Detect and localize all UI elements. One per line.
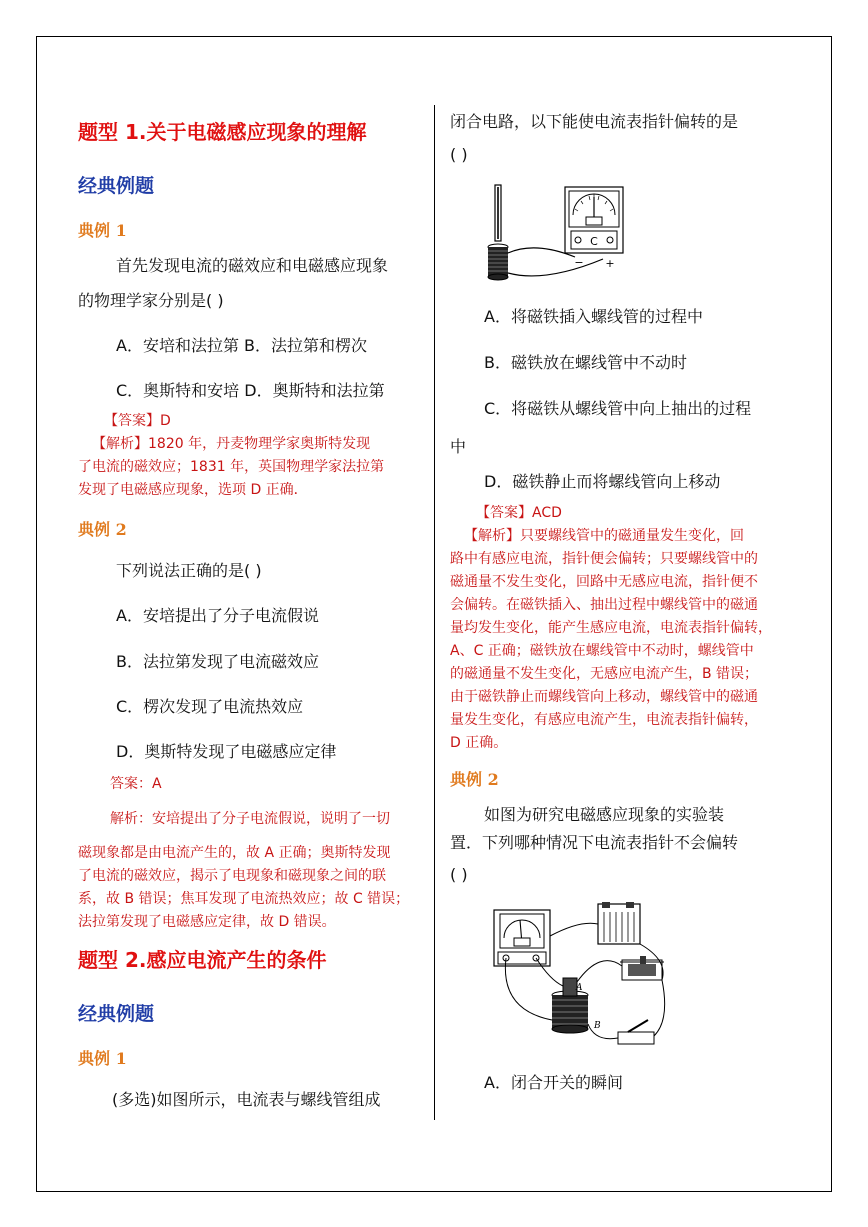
topic2-title: 题型 2.感应电流产生的条件 [78,948,327,972]
topic2-subtitle: 经典例题 [78,1003,155,1025]
analysis-line9: 量发生变化，有感应电流产生，电流表指针偏转， [450,712,758,728]
example1-analysis-line2: 了电流的磁效应；1831 年，英国物理学家法拉第 [78,459,385,475]
figure-induction-apparatus [490,900,670,1055]
example1-question-line2: 的物理学家分别是( ) [78,291,224,310]
option-b: B．磁铁放在螺线管中不动时 [484,353,687,372]
question-continued-line1: 闭合电路，以下能使电流表指针偏转的是 [450,112,739,131]
example1-analysis-line3: 发现了电磁感应现象，选项 D 正确． [78,482,308,498]
option-c-line1: C．将磁铁从螺线管中向上抽出的过程 [484,399,752,418]
example1-question-line1: 首先发现电流的磁效应和电磁感应现象 [116,256,389,275]
figure1-label-c: C [590,235,598,248]
analysis-line10: D 正确。 [450,735,508,751]
example2-analysis-line3: 了电流的磁效应，揭示了电现象和磁现象之间的联 [78,868,386,884]
example2-analysis-line1: 解析：安培提出了分子电流假说，说明了一切 [110,811,390,827]
example1-answer: 【答案】D [104,413,171,429]
example2-analysis-line5: 法拉第发现了电磁感应定律，故 D 错误。 [78,914,336,930]
topic2-example1-label: 典例 1 [78,1049,127,1068]
analysis-line2: 路中有感应电流，指针便会偏转；只要螺线管中的 [450,551,758,567]
example2-answer: 答案：A [110,776,162,792]
example2-option-c: C．楞次发现了电流热效应 [116,697,304,716]
example1-label: 典例 1 [78,221,127,240]
analysis-line3: 磁通量不发生变化，回路中无感应电流，指针便不 [450,574,758,590]
option-d: D．磁铁静止而将螺线管向上移动 [484,472,721,491]
right-example2-question-line3: ( ) [450,865,468,884]
column-divider [434,105,435,1120]
example2-option-d: D．奥斯特发现了电磁感应定律 [116,742,337,761]
example1-analysis-line1: 【解析】1820 年，丹麦物理学家奥斯特发现 [92,436,371,452]
topic1-subtitle: 经典例题 [78,175,155,197]
question-continued-line2: ( ) [450,145,468,164]
example2-option-b: B．法拉第发现了电流磁效应 [116,652,319,671]
example2-label: 典例 2 [78,520,127,539]
option-c-line2: 中 [450,437,467,456]
topic1-title: 题型 1.关于电磁感应现象的理解 [78,120,367,144]
figure2-label-b: B [594,1021,601,1031]
analysis-line7: 的磁通量不发生变化，无感应电流产生，B 错误； [450,666,759,682]
analysis-line1: 【解析】只要螺线管中的磁通量发生变化，回 [464,528,744,544]
figure1-plus: + [605,257,615,270]
example2-question: 下列说法正确的是( ) [116,561,262,580]
figure2-label-a: A [576,983,583,993]
analysis-line8: 由于磁铁静止而螺线管向上移动，螺线管中的磁通 [450,689,758,705]
right-example2-question-line2: 置．下列哪种情况下电流表指针不会偏转 [450,833,739,852]
right-example2-question-line1: 如图为研究电磁感应现象的实验装 [484,805,725,824]
example1-options-cd: C．奥斯特和安培 D．奥斯特和法拉第 [116,381,385,400]
answer: 【答案】ACD [476,505,562,521]
topic2-example1-question: (多选)如图所示，电流表与螺线管组成 [112,1090,381,1109]
example1-options-ab: A．安培和法拉第 B．法拉第和楞次 [116,336,368,355]
analysis-line6: A、C 正确；磁铁放在螺线管中不动时，螺线管中 [450,643,754,659]
example2-option-a: A．安培提出了分子电流假说 [116,606,319,625]
figure-galvanometer-solenoid [475,183,635,288]
example2-analysis-line4: 系，故 B 错误；焦耳发现了电流热效应；故 C 错误； [78,891,410,907]
figure1-minus: − [574,256,584,269]
right-example2-option-a: A．闭合开关的瞬间 [484,1073,623,1092]
analysis-line4: 会偏转。在磁铁插入、抽出过程中螺线管中的磁通 [450,597,758,613]
analysis-line5: 量均发生变化，能产生感应电流，电流表指针偏转， [450,620,772,636]
right-example2-label: 典例 2 [450,770,499,789]
option-a: A．将磁铁插入螺线管的过程中 [484,307,703,326]
example2-analysis-line2: 磁现象都是由电流产生的，故 A 正确；奥斯特发现 [78,845,391,861]
